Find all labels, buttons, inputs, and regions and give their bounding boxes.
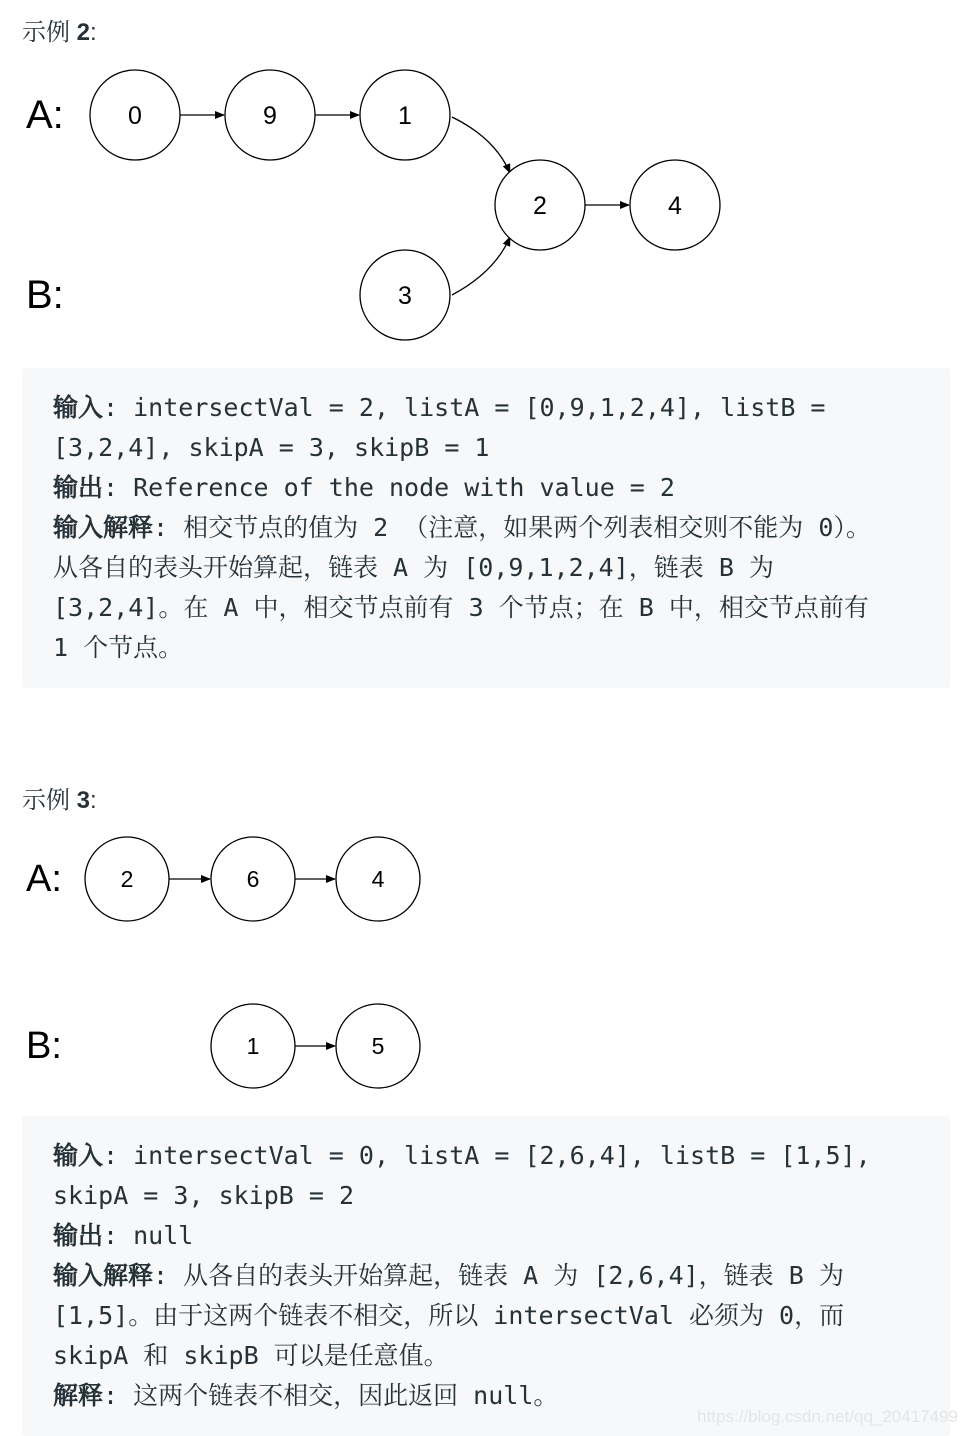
node	[630, 160, 720, 250]
code-line: 输入解释: 从各自的表头开始算起，链表 A 为 [2,6,4]，链表 B 为	[53, 1261, 844, 1290]
heading-number: 2	[76, 19, 91, 46]
list-a-label: A:	[26, 93, 64, 137]
code-line: 输出: null	[53, 1221, 194, 1250]
svg-text:3: 3	[398, 282, 412, 310]
svg-text:1: 1	[246, 1033, 260, 1059]
node	[85, 837, 169, 921]
example-3-heading	[22, 780, 97, 815]
example-3-code-block	[22, 1116, 950, 1436]
code-line: 输入: intersectVal = 0, listA = [2,6,4], listB = [1,5],	[53, 1141, 871, 1170]
svg-text:9: 9	[263, 102, 277, 130]
list-b-label: B:	[26, 1025, 62, 1067]
code-line: 从各自的表头开始算起，链表 A 为 [0,9,1,2,4]，链表 B 为	[53, 553, 774, 582]
node	[90, 70, 180, 160]
heading-prefix: 示例	[22, 19, 77, 46]
code-line: 输出: Reference of the node with value = 2	[53, 473, 675, 502]
code-line: 解释: 这两个链表不相交，因此返回 null。	[53, 1381, 559, 1410]
svg-text:2: 2	[120, 866, 134, 892]
svg-text:6: 6	[246, 866, 260, 892]
arrow	[452, 117, 510, 173]
code-line: [1,5]。由于这两个链表不相交，所以 intersectVal 必须为 0，而	[53, 1301, 845, 1330]
node	[211, 837, 295, 921]
svg-text:5: 5	[371, 1033, 385, 1059]
example-2-code-block	[22, 368, 950, 688]
code-line: skipA 和 skipB 可以是任意值。	[53, 1341, 449, 1370]
node	[225, 70, 315, 160]
node	[360, 250, 450, 340]
code-line: [3,2,4]。在 A 中，相交节点前有 3 个节点；在 B 中，相交节点前有	[53, 593, 869, 622]
node	[495, 160, 585, 250]
node	[336, 1004, 420, 1088]
code-line: 输入解释: 相交节点的值为 2 （注意，如果两个列表相交则不能为 0）。	[53, 513, 871, 542]
watermark: https://blog.csdn.net/qq_20417499	[697, 1407, 958, 1426]
code-line: skipA = 3, skipB = 2	[53, 1181, 355, 1210]
heading-number: 3	[76, 787, 91, 814]
code-line: [3,2,4], skipA = 3, skipB = 1	[53, 433, 490, 462]
list-b-label: B:	[26, 273, 64, 317]
example-3-diagram	[0, 820, 968, 1110]
example-2-diagram	[0, 0, 968, 360]
node	[360, 70, 450, 160]
node	[211, 1004, 295, 1088]
arrow	[452, 237, 510, 295]
heading-suffix: :	[90, 787, 97, 814]
svg-text:4: 4	[371, 866, 385, 892]
svg-text:0: 0	[128, 102, 142, 130]
code-line: 输入: intersectVal = 2, listA = [0,9,1,2,4], listB =	[53, 393, 826, 422]
list-a-label: A:	[26, 858, 62, 900]
code-line: 1 个节点。	[53, 633, 184, 662]
heading-suffix: :	[90, 19, 97, 46]
node	[336, 837, 420, 921]
svg-text:1: 1	[398, 102, 412, 130]
heading-prefix: 示例	[22, 787, 77, 814]
svg-text:2: 2	[533, 192, 547, 220]
svg-text:4: 4	[668, 192, 682, 220]
